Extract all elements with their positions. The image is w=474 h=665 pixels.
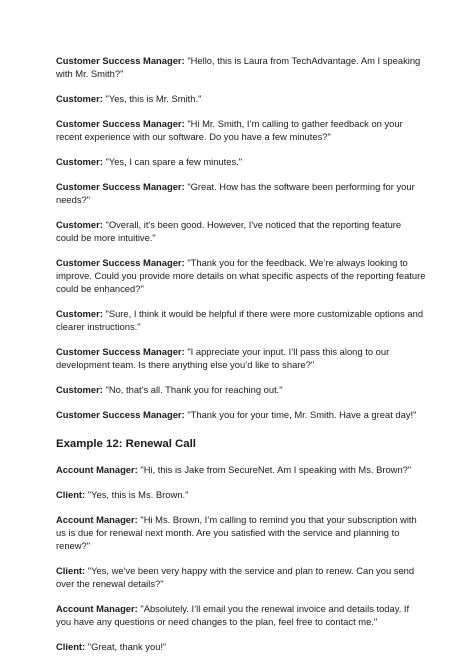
dialogue-line <box>56 218 426 244</box>
dialogue-line <box>56 383 426 396</box>
dialogue-line <box>56 92 426 105</box>
dialogue-text: "Sure, I think it would be helpful if there were more customizable options and clearer instructions." <box>56 308 424 332</box>
dialogue-text: "Great, thank you!" <box>87 641 167 652</box>
speaker-label: Customer Success Manager: <box>56 55 185 66</box>
speaker-label: Account Manager: <box>56 603 138 614</box>
dialogue-line <box>56 564 426 590</box>
dialogue-line <box>56 256 426 295</box>
dialogue-line <box>56 54 426 80</box>
speaker-label: Customer Success Manager: <box>56 257 185 268</box>
speaker-label: Customer Success Manager: <box>56 181 185 192</box>
dialogue-text: "Great. How has the software been performing for your needs?" <box>56 181 415 205</box>
dialogue-text: "I appreciate your input. I’ll pass this along to our development team. Is there anything else you’d like to share?" <box>56 346 390 370</box>
dialogue-line <box>56 513 426 552</box>
speaker-label: Account Manager: <box>56 464 138 475</box>
speaker-label: Client: <box>56 565 86 576</box>
document-page <box>56 54 426 665</box>
dialogue-text: "Thank you for your time, Mr. Smith. Have a great day!" <box>187 409 417 420</box>
dialogue-line <box>56 117 426 143</box>
speaker-label: Customer: <box>56 219 103 230</box>
dialogue-line <box>56 155 426 168</box>
dialogue-line <box>56 488 426 501</box>
speaker-label: Customer Success Manager: <box>56 409 185 420</box>
dialogue-line <box>56 640 426 653</box>
dialogue-text: "Absolutely. I’ll email you the renewal invoice and details today. If you have any questions or need changes to the plan, feel free to contact me." <box>56 603 410 627</box>
dialogue-line <box>56 180 426 206</box>
dialogue-text: "Overall, it's been good. However, I've noticed that the reporting feature could be more intuitive." <box>56 219 402 243</box>
dialogue-line <box>56 307 426 333</box>
speaker-label: Customer: <box>56 93 103 104</box>
speaker-label: Customer: <box>56 384 103 395</box>
speaker-label: Customer Success Manager: <box>56 346 185 357</box>
speaker-label: Customer: <box>56 308 103 319</box>
dialogue-line <box>56 602 426 628</box>
speaker-label: Customer Success Manager: <box>56 118 185 129</box>
dialogue-text: "Hi, this is Jake from SecureNet. Am I speaking with Ms. Brown?" <box>140 464 412 475</box>
dialogue-line <box>56 463 426 476</box>
dialogue-line <box>56 345 426 371</box>
dialogue-text: "Hi Ms. Brown, I’m calling to remind you that your subscription with us is due for renewal next month. Are you satisfied with the service and planning to renew?" <box>56 514 417 551</box>
dialogue-text: "Yes, this is Ms. Brown." <box>87 489 189 500</box>
speaker-label: Customer: <box>56 156 103 167</box>
dialogue-text: "Thank you for the feedback. We’re always looking to improve. Could you provide more details on what specific aspects of the reporting feature could be enhanced?" <box>56 257 426 294</box>
dialogue-line <box>56 408 426 421</box>
speaker-label: Account Manager: <box>56 514 138 525</box>
speaker-label: Client: <box>56 641 86 652</box>
dialogue-text: "Yes, we've been very happy with the service and plan to renew. Can you send over the renewal details?" <box>56 565 415 589</box>
speaker-label: Client: <box>56 489 86 500</box>
dialogue-text: "Yes, I can spare a few minutes." <box>105 156 243 167</box>
dialogue-text: "Hello, this is Laura from TechAdvantage. Am I speaking with Mr. Smith?" <box>56 55 421 79</box>
dialogue-text: "Yes, this is Mr. Smith." <box>105 93 202 104</box>
dialogue-text: "No, that's all. Thank you for reaching out." <box>105 384 283 395</box>
section-heading: Example 12: Renewal Call <box>56 438 196 450</box>
dialogue-text: "Hi Mr. Smith, I’m calling to gather feedback on your recent experience with our software. Do you have a few minutes?" <box>56 118 403 142</box>
